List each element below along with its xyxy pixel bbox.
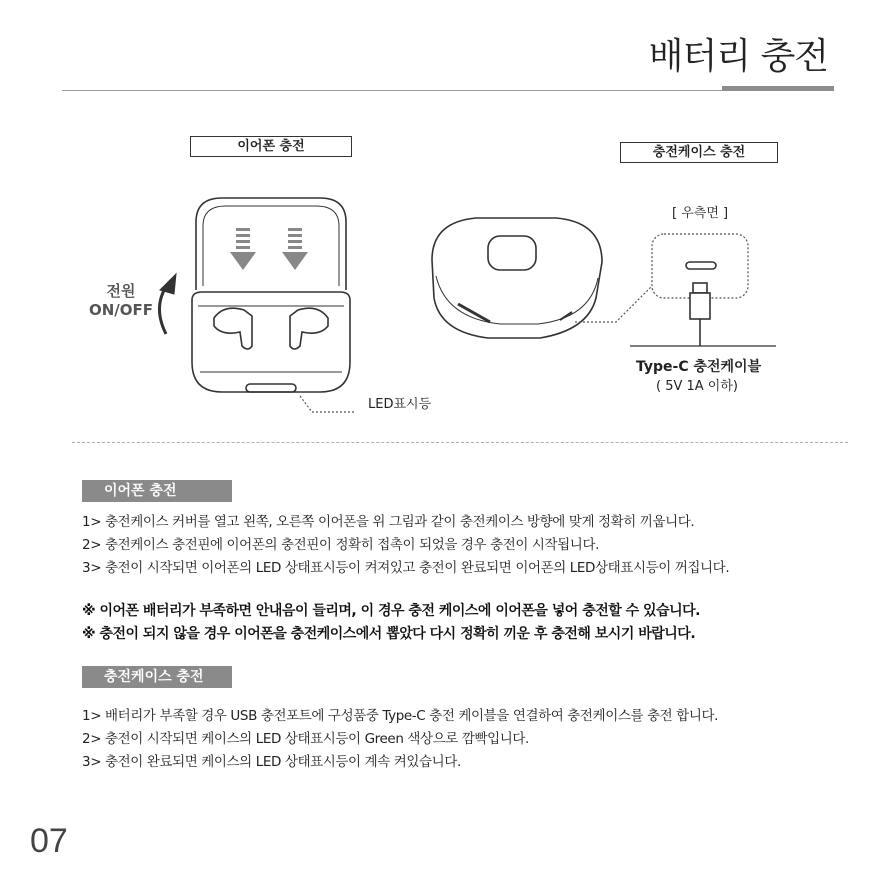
page-number: 07 <box>30 822 68 860</box>
type-c-cable-icon <box>690 283 710 346</box>
cable-spec: ( 5V 1A 이하) <box>656 379 738 394</box>
case-section-heading: 충전케이스 충전 <box>82 666 232 688</box>
case-step-3: 3> 충전이 완료되면 케이스의 LED 상태표시등이 계속 켜있습니다. <box>82 754 461 770</box>
power-label-line2: ON/OFF <box>88 301 154 319</box>
usb-c-port-icon <box>686 262 716 269</box>
earphone-step-1: 1> 충전케이스 커버를 열고 왼쪽, 오른쪽 이어폰을 위 그림과 같이 충전케이스 방향에 맞게 정확히 끼웁니다. <box>82 514 695 530</box>
earphone-note-1: ※ 이어폰 배터리가 부족하면 안내음이 들리며, 이 경우 충전 케이스에 이어폰을 넣어 충전할 수 있습니다. <box>82 603 700 619</box>
power-label <box>88 280 154 319</box>
power-rotate-arrow-icon <box>159 274 176 334</box>
earphone-section-heading: 이어폰 충전 <box>82 480 232 502</box>
led-indicator-label: LED표시등 <box>368 397 432 412</box>
closed-case-drawing <box>432 218 602 338</box>
open-case-drawing <box>192 198 350 392</box>
earphone-step-2: 2> 충전케이스 충전핀에 이어폰의 충전핀이 정확히 접촉이 되었을 경우 충전이 시작됩니다. <box>82 537 599 553</box>
earphone-step-3: 3> 충전이 시작되면 이어폰의 LED 상태표시등이 켜져있고 충전이 완료되면 이어폰의 LED상태표시등이 꺼집니다. <box>82 560 730 576</box>
insert-arrows-icon <box>230 228 308 270</box>
earphone-charging-label: 이어폰 충전 <box>190 136 352 157</box>
section-divider <box>72 442 848 443</box>
case-step-2: 2> 충전이 시작되면 케이스의 LED 상태표시등이 Green 색상으로 깜빡입니다. <box>82 731 529 747</box>
cable-name: Type-C 충전케이블 <box>636 359 762 375</box>
power-label-line1: 전원 <box>106 282 136 300</box>
earphone-note-2: ※ 충전이 되지 않을 경우 이어폰을 충전케이스에서 뽑았다 다시 정확히 끼운 후 충전해 보시기 바랍니다. <box>82 626 696 642</box>
page-title: 배터리 충전 <box>648 36 828 77</box>
case-charging-label: 충전케이스 충전 <box>620 142 778 163</box>
case-step-1: 1> 배터리가 부족할 경우 USB 충전포트에 구성품중 Type-C 충전 케이블을 연결하여 충전케이스를 충전 합니다. <box>82 708 718 724</box>
led-leader-line <box>300 396 356 412</box>
right-side-label: [ 우측면 ] <box>672 206 729 221</box>
